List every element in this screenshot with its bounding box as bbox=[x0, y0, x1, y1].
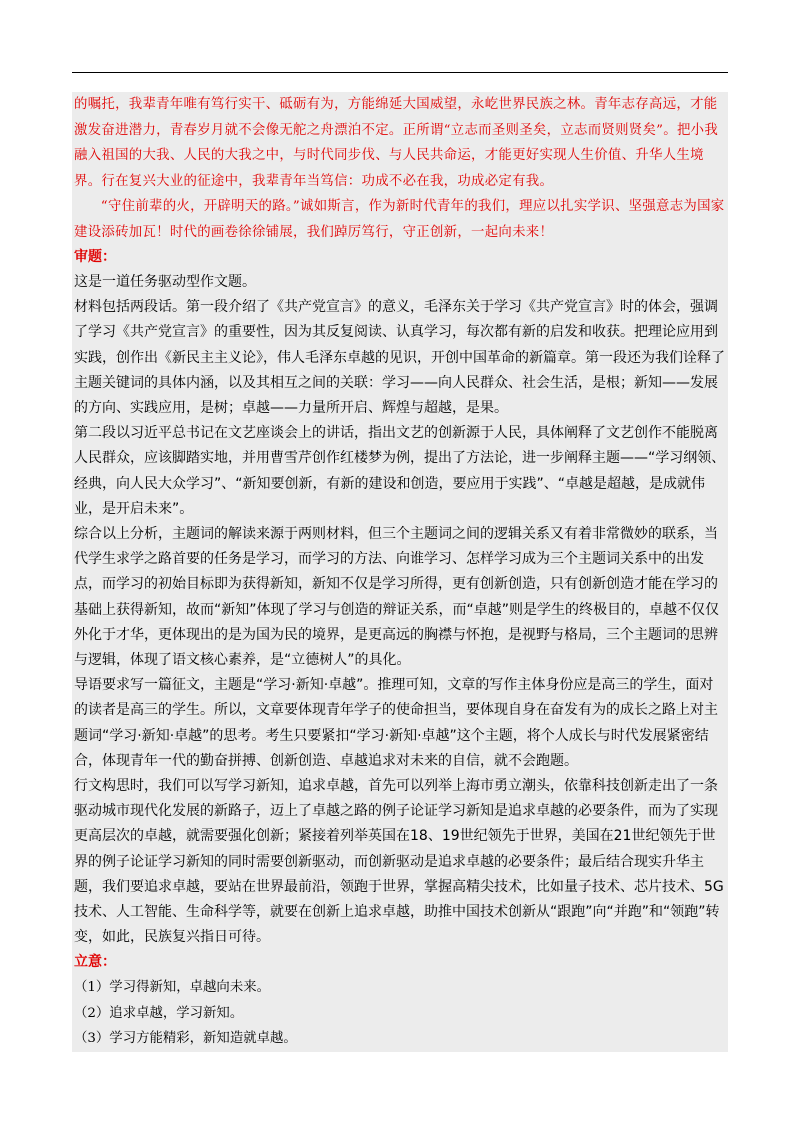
essay-paragraph: 的嘱托，我辈青年唯有笃行实干、砥砺有为，方能绵延大国威望，永屹世界民族之林。青年志存高远，才能激发奋进潜力，青春岁月就不会像无舵之舟漂泊不定。正所谓“立志而圣则圣矣，立志而贤则贤矣”。把小我融入祖国的大我、人民的大我之中，与时代同步伐、与人民共命运，才能更好实现人生价值、升华人生境界。行在复兴大业的征途中，我辈青年当笃信：功成不必在我，功成必定有我。 bbox=[74, 97, 719, 189]
page-content bbox=[72, 92, 728, 1052]
shenti-paragraph: 这是一道任务驱动型作文题。 bbox=[74, 274, 256, 290]
liyi-heading: 立意： bbox=[74, 954, 116, 971]
header-rule bbox=[72, 72, 728, 73]
shenti-paragraph: 材料包括两段话。第一段介绍了《共产党宣言》的意义，毛泽东关于学习《共产党宣言》时的体会，强调了学习《共产党宣言》的重要性，因为其反复阅读、认真学习，每次都有新的启发和收获。把理论应用到实践，创作出《新民主主义论》，伟人毛泽东卓越的见识，开创中国革命的新篇章。第一段还为我们诠释了主题关键词的具体内涵，以及其相互之间的关联：学习——向人民群众、社会生活，是根；新知——发展的方向、实践应用，是树；卓越——力量所开启、辉煌与超越，是果。 bbox=[74, 299, 725, 417]
liyi-item: （1）学习得新知，卓越向未来。 bbox=[74, 980, 270, 996]
liyi-item: （2）追求卓越，学习新知。 bbox=[74, 1005, 244, 1021]
shenti-paragraph: 第二段以习近平总书记在文艺座谈会上的讲话，指出文艺的创新源于人民，具体阐释了文艺创作不能脱离人民群众，应该脚踏实地，并用曹雪芹创作红楼梦为例，提出了方法论，进一步阐释主题——“学习纲领、经典，向人民大众学习”、“新知要创新，有新的建设和创造，要应用于实践”、“卓越是超越，是成就伟业，是开启未来”。 bbox=[74, 425, 726, 517]
shenti-paragraph: 行文构思时，我们可以写学习新知，追求卓越，首先可以列举上海市勇立潮头，依靠科技创新走出了一条驱动城市现代化发展的新路子，迈上了卓越之路的例子论证学习新知是追求卓越的必要条件，而为了实现更高层次的卓越，就需要强化创新；紧接着列举英国在18、19世纪领先于世界，美国在21世纪领先于世界的例子论证学习新知的同时需要创新驱动，而创新驱动是追求卓越的必要条件；最后结合现实升华主题，我们要追求卓越，要站在世界最前沿，领跑于世界，掌握高精尖技术，比如量子技术、芯片技术、5G技术、人工智能、生命科学等，就要在创新上追求卓越，助推中国技术创新从“跟跑”向“并跑”和“领跑”转变，如此，民族复兴指日可待。 bbox=[74, 778, 724, 946]
liyi-item: （3）学习方能精彩，新知造就卓越。 bbox=[74, 1031, 297, 1047]
essay-ending bbox=[72, 92, 728, 245]
liyi-list bbox=[72, 975, 728, 1052]
shenti-body bbox=[72, 270, 728, 950]
shenti-heading: 审题： bbox=[74, 249, 116, 265]
shenti-paragraph: 综合以上分析，主题词的解读来源于两则材料，但三个主题词之间的逻辑关系又有着非常微妙的联系，当代学生求学之路首要的任务是学习，而学习的方法、向谁学习、怎样学习成为三个主题词关系中的出发点，而学习的初始目标即为获得新知，新知不仅是学习所得，更有创新创造，只有创新创造才能在学习的基础上获得新知，故而“新知”体现了学习与创造的辩证关系，而“卓越”则是学生的终极目的，卓越不仅仅外化于才华，更体现出的是为国为民的境界，是更高远的胸襟与怀抱，是视野与格局，三个主题词的思辨与逻辑，体现了语文核心素养，是“立德树人”的具化。 bbox=[74, 526, 720, 669]
shenti-paragraph: 导语要求写一篇征文，主题是“学习·新知·卓越”。推理可知，文章的写作主体身份应是高三的学生，面对的读者是高三的学生。所以，文章要体现青年学子的使命担当，要体现自身在奋发有为的成长之路上对主题词“学习·新知·卓越”的思考。考生只要紧扣“学习·新知·卓越”这个主题，将个人成长与时代发展紧密结合，体现青年一代的勤奋拼搏、创新创造、卓越追求对未来的自信，就不会跑题。 bbox=[74, 677, 718, 769]
essay-paragraph: “守住前辈的火，开辟明天的路。”诚如斯言，作为新时代青年的我们，理应以扎实学识、坚强意志为国家建设添砖加瓦！时代的画卷徐徐铺展，我们踔厉笃行，守正创新，一起向未来！ bbox=[74, 199, 725, 240]
